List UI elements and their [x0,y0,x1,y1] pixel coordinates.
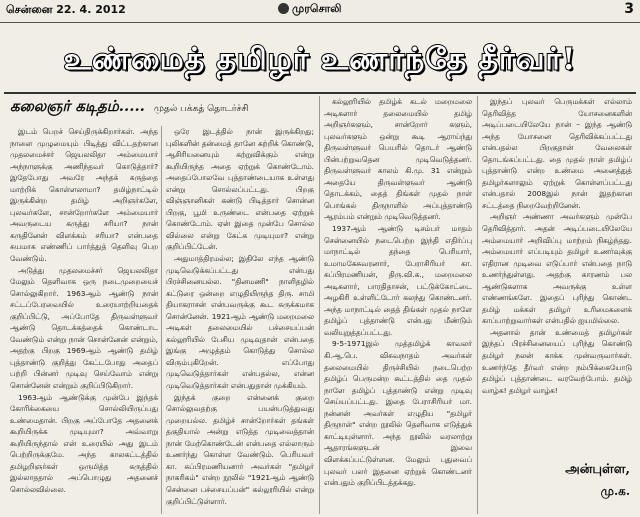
paragraph: ஒரே இடத்தில் நான் இருக்கிறது; புலிகளின் தன்மைத் தானே கற்றிக் கொண்டு, ஆசிரியனையும் கற்றுவிக்கும் என்று கூறியிருந்த அதை ஏற்றுக் கொண்டோம். அதைப்போலவே புத்தாண்டையாக உள்ளது என்று சொல்லப்பட்டது. பிறகு விஞ்ஞானிகள் கண்டு பிடித்தார் சொன்ன பிறகு, பூமி உருண்டை என்பதை ஏற்றுக் கொண்டோம். ஏன் இதை முன்பே சொல்ல வில்லை என்று கேட்க முடியுமா? என்று குறிப்பிட்டேன். [166,127,314,252]
masthead [278,2,342,17]
section-heading [10,96,300,122]
signoff-name: மு.க. [600,484,630,498]
article-column-3 [324,96,472,514]
page-number: 3 [624,1,634,17]
paragraph: அதனால் தான் உண்மைத் தமிழர்கள் இந்தப் பிரச்சினையைப் புரிந்து கொண்டு தமிழர் நலன் காக்க முன்வருவார்கள். உணர்ந்தே தீர்வர் என்ற நம்பிக்கையோடு தமிழ்ப் புத்தாண்டை வரவேற்போம். தமிழ் வாழ்க! தமிழர் வாழ்க! [482,327,632,395]
section-title: கலைஞர் கடிதம்..... [10,97,145,115]
paragraph: 1963ஆம் ஆண்டுக்கு முன்பே இந்தக் கோரிக்கையை சொல்லியிருப்பது உண்மைதான். பிறகு அப்போதே அதனைக் கூறியிருக்க முடியுமா? அவ்வாறு கூறியிருந்தால் என் உரையில் அது இடம் பெற்றிருக்குமே. அந்த காலகட்டத்தில் தமிழறிஞர்கள் ஒருமித்த கருத்தில் இல்லாததால் அப்பொழுது அதனைச் சொல்லவில்லை. [10,392,158,494]
paragraph: அடுத்து முதலமைச்சர் ஜெயலலிதா மேலும் தெளிவாக ஒரு நடைமுறையைச் சொல்லுகிறார். 1963ஆம் ஆண்டு நான் சட்டப்பேரவையில் உரையாற்றியதைக் குறிப்பிட்டு, அப்போதே திருவள்ளுவர் ஆண்டு தொடக்கத்தைக் கொண்டாட வேண்டும் என்று நான் சொன்னேன் என்றும், அதற்கு பிறகு 1969ஆம் ஆண்டு தமிழ் புத்தாண்டு குறித்து கேட்டபோது அதைப் பற்றி பின்னர் முடிவு செய்வோம் என்று சொன்னேன் என்றும் குறிப்பிடுகிறார். [10,265,158,391]
masthead-title: முரசொலி [292,2,342,15]
paragraph: கல்லூரியில் தமிழ்க் கடல் மறைமலை அடிகளார் தலைமையில் தமிழ் அறிஞர்களும், சான்றோர் களும், புலவர்களும் ஒன்று கூடி ஆராய்ந்து திருவள்ளுவர் பெயரில் தொடர் ஆண்டு பின்பற்றுவதென முடிவெடுத்தனர். திருவள்ளுவர் காலம் கி.மு. 31 என்றும் அதையே திருவள்ளுவர் ஆண்டு தொடக்கம், தைத் திங்கள் முதல் நாள் பொங்கல் திருநாளில் அப்புத்தாண்டு ஆரம்பம் என்றும் முடிவெடுத்தனர். [324,97,472,222]
paragraph: இடம் பெறச் செய்திருக்கிறார்கள். அந்த நாளை முழுமையும் பிடித்து விட்டதற்கான முதலமைச்சர் ஜெயலலிதா அம்மையார் அந்நாளுக்கு அணிந்தவர் கொடுத்தார்? இதேபோது அவரே அந்தக் கருத்தை மாற்றிக் கொள்ளலாமா? தமிழ்நாட்டில் இருக்கின்ற தமிழ் அறிஞர்களே, புலவர்களே, சான்றோர்களே அம்மையார் அவருடைய கருத்து சரியா? நான் கருதினேன் விளக்கம் சரியா? என்பதை சுயமாக எண்ணிப் பார்த்துத் தெளிவு பெற வேண்டும். [10,127,158,264]
signoff-closing: அன்புள்ள, [565,462,630,477]
column-divider [319,96,320,514]
headline-divider [4,92,636,94]
article-column-1 [10,126,158,514]
issue-date: சென்னை 22. 4. 2012 [6,3,126,16]
column-divider [477,96,478,514]
page-header [0,0,640,23]
article-column-2 [166,126,314,514]
masthead-logo-icon [278,3,289,14]
paragraph: இந்தக் குறை என்னைக் குறை சொல்லுவதற்கு பயன்படுத்துவது முறையல்ல. தமிழ்ச் சான்றோர்கள் தங்கள் தகுதியால் அன்று எடுத்த முடிவைத்தான் நான் மேற்கொண்டேன் என்பதை எல்லாரும் உணர்ந்து கொள்ள வேண்டும். பெரியவர் கா. சுப்பிரமணியனார் அவர்கள் "தமிழர் நாகரிகம்" என்ற நூலில் "1921ஆம் ஆண்டு சென்னை பச்சையப்பன்" கல்லூரியில் என்று குறிப்பிட்டுள்ளார். [166,392,314,506]
paragraph: அதுமாத்திரமல்ல; இதிலே எந்த ஆண்டு முடிவெடுக்கப்பட்டது என்பது பிரச்சினையல்ல. "தினமணி" நாளிதழில் கட்டுரை ஒன்றை எழுதியிருந்த திரு. சாமி தியாகராசன் என்பவருக்கு கூட சுருக்கமாக சொன்னேன். 1921ஆம் ஆண்டு மறைமலை அடிகள் தலைமையில் பச்சையப்பன் கல்லூரியில் பேசிய முடிவுதான் என்பதை இங்கு அழுத்தம் கொடுத்து சொல்ல விரும்புகிறேன். எப்போது முடிவெடுத்தார்கள் என்பதல்ல, என்ன முடிவெடுத்தார்கள் என்பதுதான் முக்கியம். [166,254,314,391]
column-divider [161,126,162,514]
paragraph: அறிஞர் அண்ணா அவர்களும் முன்பே தெரிவித்தார். அதன் அடிப்படையிலேயே அம்மையார் அறிவிப்பு மாற்றம் நிகழ்ந்தது. அம்மையார் எப்படியும் தமிழர் உணர்வுக்கு எதிரான முடிவை எடுப்பார் என்பதை நாடு உணர்ந்துள்ளது. அதற்கு காரணம் பல ஆண்டுகளாக அவருக்கு உள்ள எண்ணங்களே. இதைப் புரிந்து கொண்ட தமிழ் மக்கள் தமிழர் உரிமைகளைக் காப்பாற்றுவார்கள் என்பதில் ஐயமில்லை. [482,212,632,326]
article-column-4 [482,96,632,484]
paragraph: 1937ஆம் ஆண்டு டிசம்பர் மாதம் சென்னையில் நடைபெற்ற இந்தி எதிர்ப்பு மாநாட்டில் தந்தை பெரியார், உமாமகேசுவரனார், பேராசிரியர் கா. சுப்பிரமணியன், திரு.வி.க., மறைமலை அடிகளார், பாரதிதாசன், பட்டுக்கோட்டை அழகிரி உள்ளிட்டோர் கலந்து கொண்டனர். அந்த மாநாட்டில் தைத் திங்கள் முதல் நாளே தமிழ்ப் புத்தாண்டு என்பது மீண்டும் வலியுறுத்தப்பட்டது. [324,224,472,337]
headline: உண்மைத் தமிழர் உணர்ந்தே தீர்வர்! [63,42,577,77]
paragraph: 9-5-1971இல் முத்தமிழ்க் காவலர் கி.ஆ.பெ. விசுவநாதம் அவர்கள் தலைமையில் திருச்சியில் நடைபெற்ற தமிழ்ப் பெருமன்ற கூட்டத்தில் தை முதல் நாளே தமிழ்ப் புத்தாண்டு என்று முடிவு செய்யப்பட்டது. இதை பேராசிரியர் மா. நன்னன் அவர்கள் எழுதிய "தமிழர் திருநாள்" என்ற நூலில் தெளிவாக எடுத்துக் காட்டியுள்ளார். அந்த நூலில் வரலாற்று ஆதாரங்களுடன் இவை விளக்கப்பட்டுள்ளன. மேலும் புதுவைப் புலவர் பலர் இதனை ஏற்றுக் கொண்டனர் என்பதும் குறிப்பிடத்தக்கது. [324,339,472,488]
section-subtitle: முதல் பக்கத் தொடர்ச்சி [154,104,249,114]
paragraph: இந்தப் புலவர் பெருமக்கள் எல்லாம் தெரிவித்த யோசனைகளின் அடிப்படையிலேயே நான் – இந்த ஆண்டு அந்த யோசனை தெரிவிக்கப்பட்டது என்பதல்ல பிறகுதான் வேலைகள் தொடங்கப்பட்டது. தை முதல் நாள் தமிழ்ப் புத்தாண்டு என்ற உண்மை அனைத்துத் தமிழர்களாலும் ஏற்றுக் கொள்ளப்பட்டது என்பதால் 2008இல் நான் இதற்கான சட்டத்தை நிறைவேற்றினேன். [482,97,632,210]
signoff [520,462,630,500]
